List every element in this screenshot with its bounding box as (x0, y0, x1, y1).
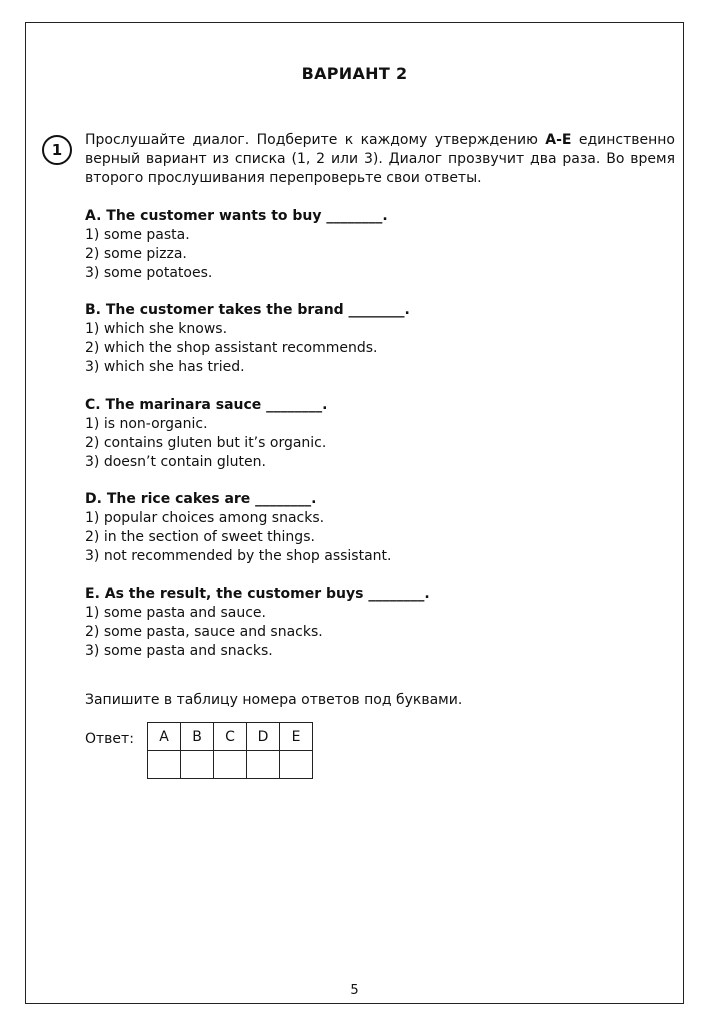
answer-letter-d: D (247, 723, 280, 751)
question-d (85, 490, 675, 566)
answer-letter-b: B (181, 723, 214, 751)
answer-cell-a[interactable] (148, 751, 181, 779)
question-stem: B. The customer takes the brand ________. (85, 302, 410, 318)
answer-option: 1) popular choices among snacks. (85, 510, 325, 526)
instruction-text-post: единственно верный вариант из списка (1, 2 или 3). Диалог прозвучит два раза. Во время второго прослушивания перепроверьте свои ответы. (85, 132, 675, 186)
answer-option: 3) some pasta and snacks. (85, 643, 273, 659)
question-c (85, 396, 675, 472)
answer-cell-d[interactable] (247, 751, 280, 779)
question-stem: A. The customer wants to buy ________. (85, 208, 388, 224)
instruction-text-pre: Прослушайте диалог. Подберите к каждому утверждению (85, 132, 546, 148)
answer-option: 2) contains gluten but it’s organic. (85, 435, 327, 451)
answer-option: 3) doesn’t contain gluten. (85, 454, 266, 470)
answer-option: 2) some pizza. (85, 246, 187, 262)
answer-option: 1) some pasta. (85, 227, 190, 243)
question-stem: C. The marinara sauce ________. (85, 397, 328, 413)
answer-letter-e: E (280, 723, 313, 751)
answer-letter-c: C (214, 723, 247, 751)
answer-option: 1) some pasta and sauce. (85, 605, 266, 621)
answer-option: 3) some potatoes. (85, 265, 213, 281)
page-title: ВАРИАНТ 2 (301, 64, 408, 83)
task-instruction (85, 131, 675, 188)
answer-option: 2) in the section of sweet things. (85, 529, 315, 545)
answer-cell-e[interactable] (280, 751, 313, 779)
question-stem: E. As the result, the customer buys ________. (85, 586, 430, 602)
answer-cell-b[interactable] (181, 751, 214, 779)
page-number: 5 (350, 983, 359, 998)
instruction-text-bold: A-E (545, 132, 572, 148)
answer-instruction: Запишите в таблицу номера ответов под буквами. (85, 692, 463, 708)
answer-option: 2) some pasta, sauce and snacks. (85, 624, 323, 640)
answer-option: 1) is non-organic. (85, 416, 208, 432)
answer-letter-a: A (148, 723, 181, 751)
answer-label: Ответ: (85, 731, 134, 747)
answer-cell-c[interactable] (214, 751, 247, 779)
answer-option: 3) not recommended by the shop assistant. (85, 548, 392, 564)
answer-option: 1) which she knows. (85, 321, 228, 337)
answer-option: 2) which the shop assistant recommends. (85, 340, 378, 356)
answer-table (147, 722, 313, 779)
task-number: 1 (42, 135, 72, 165)
question-b (85, 301, 675, 377)
answer-table-input-row (148, 751, 313, 779)
question-a (85, 207, 675, 283)
question-stem: D. The rice cakes are ________. (85, 491, 317, 507)
answer-table-header-row (148, 723, 313, 751)
question-e (85, 585, 675, 661)
answer-option: 3) which she has tried. (85, 359, 245, 375)
